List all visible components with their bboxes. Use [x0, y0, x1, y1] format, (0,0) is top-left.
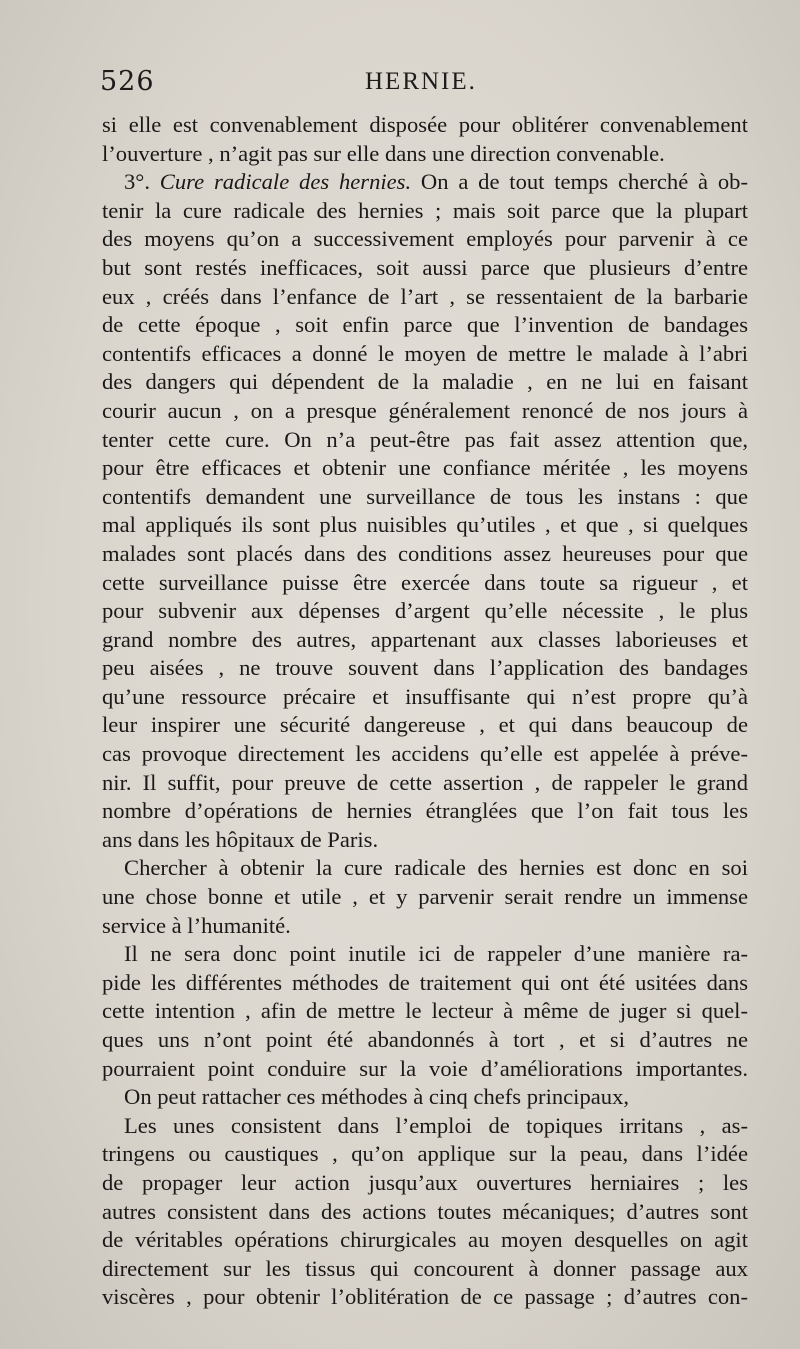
text-line: l’ouverture , n’agit pas sur elle dans une direction convenable.: [102, 140, 665, 166]
text-line: ans dans les hôpitaux de Paris.: [102, 826, 379, 852]
text-line: tringens ou caustiques , qu’on applique sur la peau, dans l’idée: [102, 1141, 748, 1167]
text-line: pourraient point conduire sur la voie d’améliorations importantes.: [102, 1055, 748, 1081]
text-line: tenter cette cure. On n’a peut-être pas fait assez attention que,: [102, 426, 748, 452]
text-line: cette intention , afin de mettre le lecteur à même de juger si quel-: [102, 998, 748, 1024]
section-number: 3°.: [124, 169, 160, 195]
text-line: directement sur les tissus qui concourent à donner passage aux: [102, 1255, 748, 1281]
text-line: contentifs efficaces a donné le moyen de mettre le malade à l’abri: [102, 340, 748, 366]
text-line: leur inspirer une sécurité dangereuse , et qui dans beaucoup de: [102, 712, 748, 738]
text-line: qu’une ressource précaire et insuffisante qui n’est propre qu’à: [102, 683, 748, 709]
text-line: de propager leur action jusqu’aux ouvertures herniaires ; les: [102, 1169, 748, 1195]
text-line: viscères , pour obtenir l’oblitération de ce passage ; d’autres con-: [102, 1284, 748, 1310]
running-head: HERNIE.: [365, 68, 477, 95]
text-line: [102, 168, 748, 197]
text-line: cette surveillance puisse être exercée dans toute sa rigueur , et: [102, 569, 748, 595]
text-line: grand nombre des autres, appartenant aux classes laborieuses et: [102, 626, 748, 652]
section-text: On a de tout temps cherché à ob-: [411, 169, 748, 195]
text-line: mal appliqués ils sont plus nuisibles qu’utiles , et que , si quelques: [102, 512, 748, 538]
text-line: nir. Il suffit, pour preuve de cette assertion , de rappeler le grand: [102, 769, 748, 795]
text-line: pide les différentes méthodes de traitement qui ont été usitées dans: [102, 969, 748, 995]
text-line: tenir la cure radicale des hernies ; mais soit parce que la plupart: [102, 197, 748, 223]
text-line: courir aucun , on a presque généralement renoncé de nos jours à: [102, 397, 748, 423]
text-line: Il ne sera donc point inutile ici de rappeler d’une manière ra-: [124, 941, 748, 967]
text-line: nombre d’opérations de hernies étranglées que l’on fait tous les: [102, 798, 748, 824]
text-line: pour être efficaces et obtenir une confiance méritée , les moyens: [102, 455, 748, 481]
page-number: 526: [100, 66, 155, 97]
text-line: une chose bonne et utile , et y parvenir serait rendre un immense: [102, 884, 748, 910]
text-line: malades sont placés dans des conditions assez heureuses pour que: [102, 540, 748, 566]
page-header: [100, 62, 750, 102]
text-line: peu aisées , ne trouve souvent dans l’application des bandages: [102, 655, 748, 681]
text-line: autres consistent dans des actions toutes mécaniques; d’autres sont: [102, 1198, 748, 1224]
text-line: contentifs demandent une surveillance de tous les instans : que: [102, 483, 748, 509]
text-line: Chercher à obtenir la cure radicale des hernies est donc en soi: [124, 855, 748, 881]
body-text: [102, 111, 748, 1312]
text-line: ques uns n’ont point été abandonnés à tort , et si d’autres ne: [102, 1027, 748, 1052]
text-line: cas provoque directement les accidens qu’elle est appelée à préve-: [102, 741, 748, 767]
text-line: des dangers qui dépendent de la maladie , en ne lui en faisant: [102, 369, 748, 395]
text-line: On peut rattacher ces méthodes à cinq chefs principaux,: [124, 1084, 630, 1110]
text-line: but sont restés inefficaces, soit aussi parce que plusieurs d’entre: [102, 254, 748, 280]
text-line: si elle est convenablement disposée pour oblitérer convenablement: [102, 112, 748, 137]
text-line: des moyens qu’on a successivement employés pour parvenir à ce: [102, 226, 748, 252]
text-line: Les unes consistent dans l’emploi de topiques irritans , as-: [124, 1112, 748, 1138]
section-title: Cure radicale des hernies.: [159, 169, 412, 195]
text-line: de cette époque , soit enfin parce que l’invention de bandages: [102, 312, 748, 338]
text-line: de véritables opérations chirurgicales au moyen desquelles on agit: [102, 1227, 748, 1253]
text-line: service à l’humanité.: [102, 912, 291, 938]
text-line: pour subvenir aux dépenses d’argent qu’elle nécessite , le plus: [102, 598, 748, 624]
text-line: eux , créés dans l’enfance de l’art , se ressentaient de la barbarie: [102, 283, 748, 309]
